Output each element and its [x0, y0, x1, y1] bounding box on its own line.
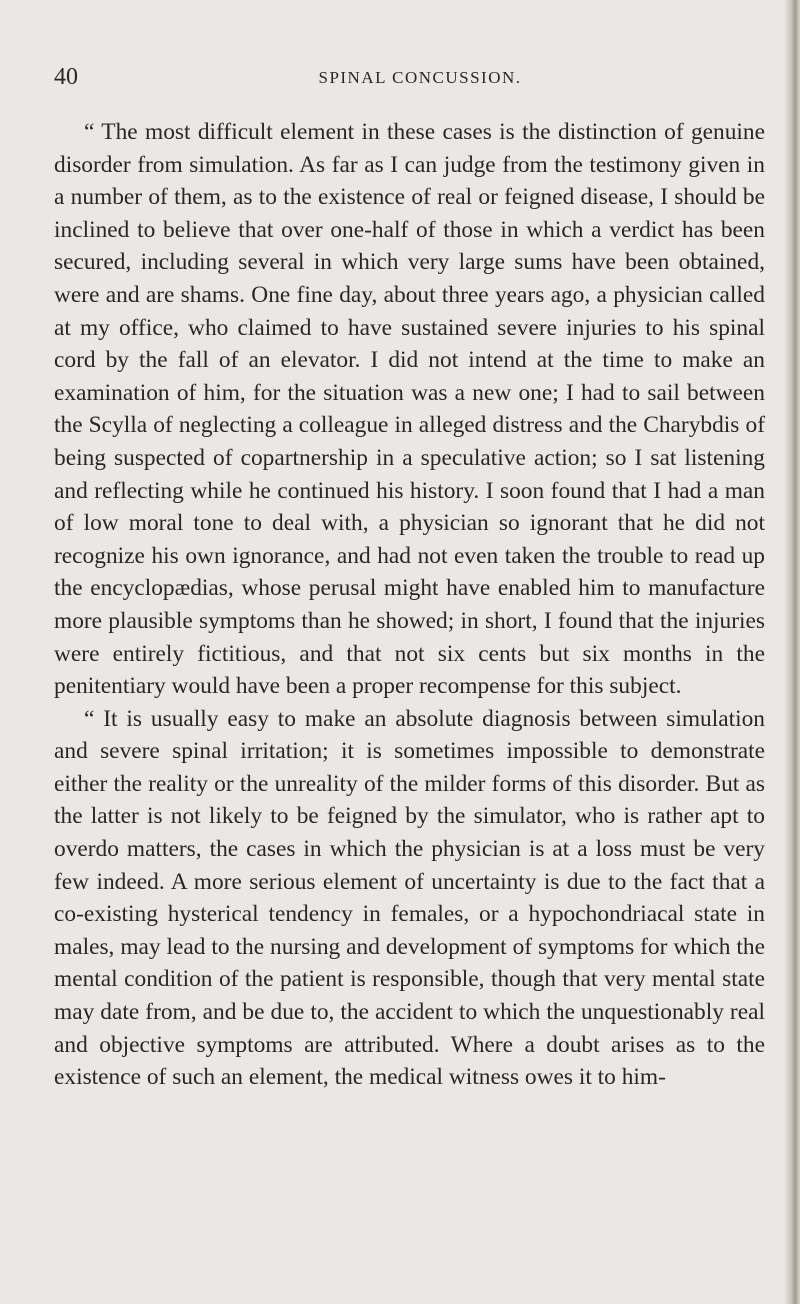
page-header	[54, 62, 766, 92]
page-number: 40	[54, 64, 78, 90]
body-text	[54, 116, 765, 1094]
page-edge-shadow	[784, 0, 800, 1304]
running-head: SPINAL CONCUSSION.	[318, 68, 522, 87]
paragraph: “ It is usually easy to make an absolute diagnosis between simulation and severe spinal irritation; it is sometimes impossible to demonstrate either the reality or the unreality of the milder forms of this disorder. But as the latter is not likely to be feigned by the simulator, who is rather apt to overdo matters, the cases in which the physician is at a loss must be very few indeed. A more serious element of uncertainty is due to the fact that a co-existing hysterical tendency in females, or a hypochondriacal state in males, may lead to the nursing and development of symptoms for which the mental condition of the patient is responsible, though that very mental state may date from, and be due to, the accident to which the unquestionably real and objective symptoms are attributed. Where a doubt arises as to the existence of such an element, the medical witness owes it to him-	[54, 705, 765, 1091]
paragraph: “ The most difficult element in these cases is the distinction of genuine disorder from simulation. As far as I can judge from the testimony given in a number of them, as to the existence of real or feigned disease, I should be inclined to believe that over one-half of those in which a verdict has been secured, including several in which very large sums have been obtained, were and are shams. One fine day, about three years ago, a physician called at my office, who claimed to have sustained severe injuries to his spinal cord by the fall of an elevator. I did not intend at the time to make an examination of him, for the situation was a new one; I had to sail between the Scylla of neglecting a colleague in alleged distress and the Charybdis of being suspected of copartnership in a speculative action; so I sat listening and reflecting while he continued his history. I soon found that I had a man of low moral tone to deal with, a physician so ignorant that he did not recognize his own ignorance, and had not even taken the trouble to read up the encyclopædias, whose perusal might have enabled him to manufacture more plausible symptoms than he showed; in short, I found that the injuries were entirely fictitious, and that not six cents but six months in the penitentiary would have been a proper recompense for this subject.	[54, 119, 765, 700]
